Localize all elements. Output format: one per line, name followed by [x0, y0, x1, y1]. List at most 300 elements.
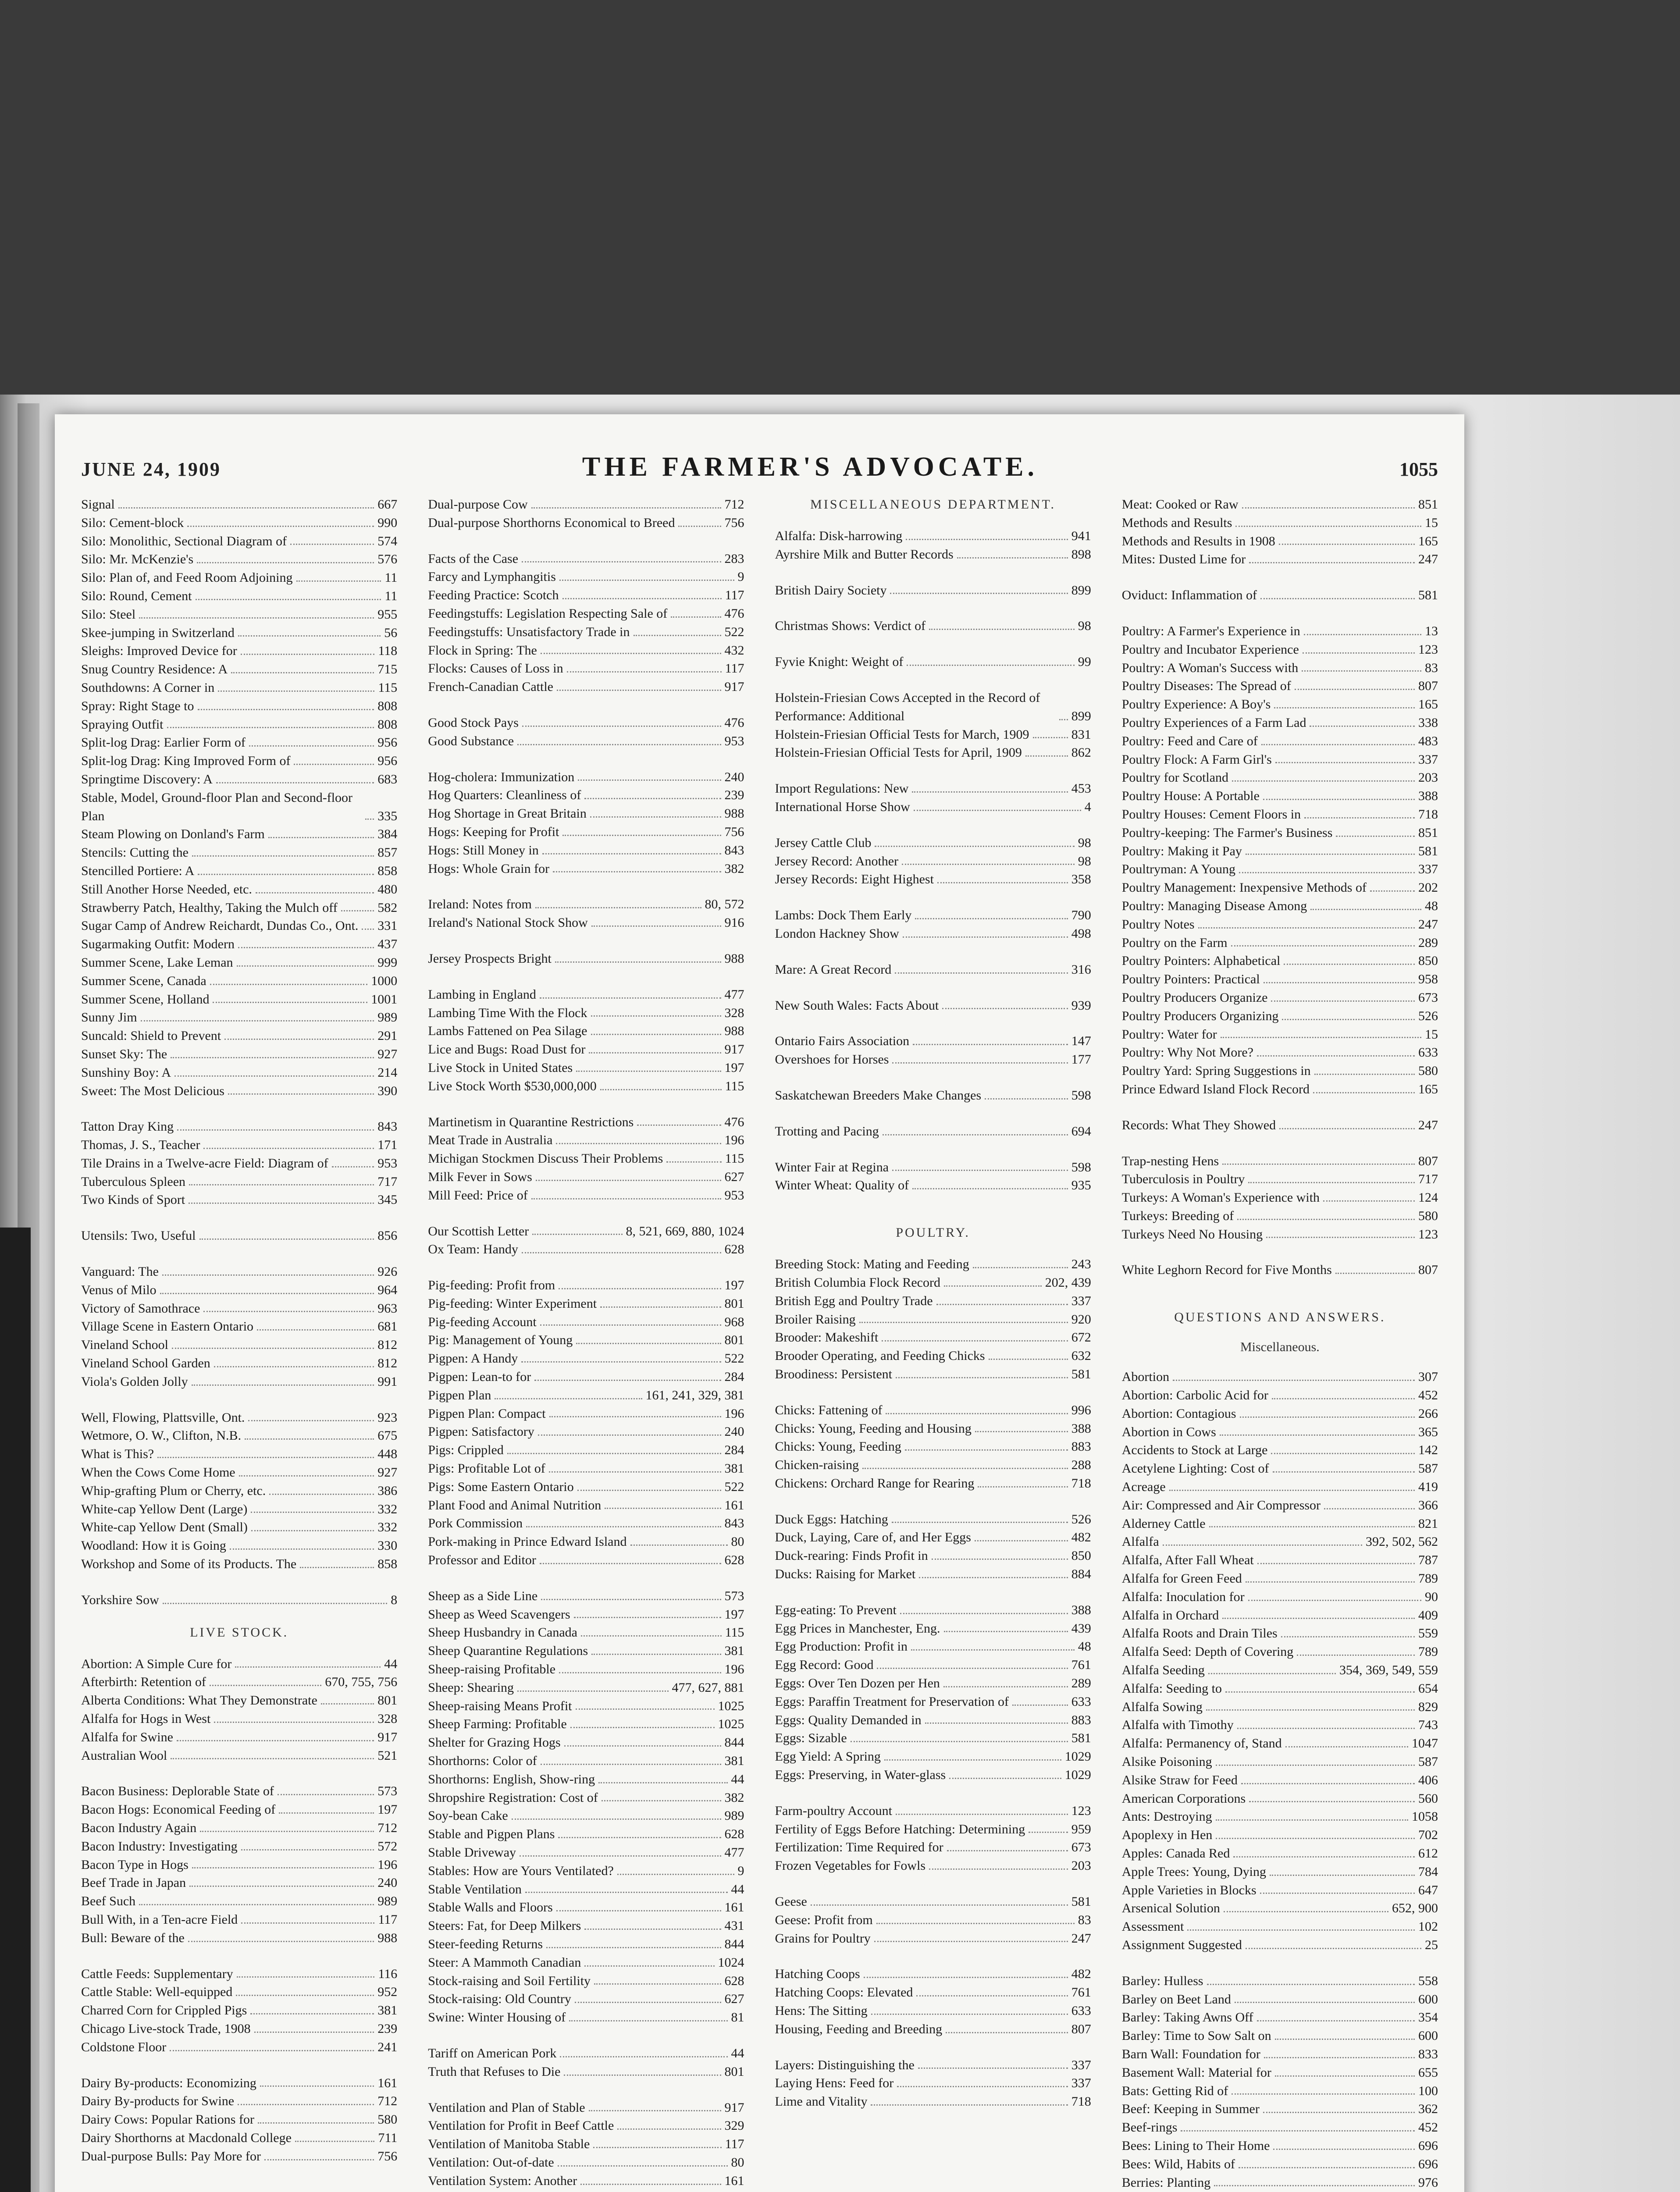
entry-spacer: [775, 671, 1091, 689]
dot-leader: [521, 1361, 721, 1363]
entry-topic: Prince Edward Island Flock Record: [1121, 1082, 1310, 1096]
entry-topic: Stock-raising and Soil Fertility: [428, 1973, 591, 1988]
index-entry: [775, 1510, 1091, 1529]
entry-topic: Berries: Planting: [1121, 2175, 1211, 2190]
entry-page-number: 476: [724, 606, 744, 621]
entry-topic: White-cap Yellow Dent (Large): [81, 1502, 248, 1516]
entry-page-number: 98: [1078, 619, 1091, 633]
entry-topic: Alsike Straw for Feed: [1121, 1772, 1238, 1787]
entry-page-number: 926: [377, 1264, 398, 1279]
dot-leader: [1264, 2057, 1415, 2058]
entry-topic: Flock in Spring: The: [428, 643, 537, 658]
section-subtitle-miscellaneous: Miscellaneous.: [1240, 1340, 1320, 1355]
index-entry: [81, 1191, 397, 1209]
entry-topic: Alsike Poisoning: [1121, 1754, 1212, 1769]
entry-page-number: 989: [377, 1010, 398, 1025]
entry-topic: Poultry for Scotland: [1121, 770, 1229, 785]
dot-leader: [944, 1285, 1042, 1287]
entry-page-number: 161: [724, 1498, 744, 1512]
entry-page-number: 284: [724, 1370, 744, 1384]
index-entry: [81, 972, 397, 990]
entry-topic: Lambing in England: [428, 987, 536, 1002]
entry-topic: Poultry Pointers: Practical: [1121, 972, 1260, 987]
index-entry: [428, 1715, 744, 1733]
index-entry: [81, 935, 397, 954]
entry-page-number: 883: [1071, 1439, 1091, 1454]
entry-page-number: 123: [1418, 642, 1438, 657]
entry-topic: Broodiness: Persistent: [775, 1366, 892, 1381]
entry-topic: Alfalfa: Permanency of, Stand: [1121, 1736, 1282, 1751]
entry-page-number: 1001: [371, 992, 398, 1007]
dot-leader: [911, 1649, 1075, 1651]
entry-page-number: 117: [725, 661, 744, 676]
dot-leader: [218, 690, 374, 692]
index-entry: [775, 689, 1091, 726]
dot-leader: [602, 1800, 721, 1801]
entry-page-number: 576: [377, 552, 398, 567]
dot-leader: [1206, 1709, 1415, 1711]
entry-page-number: 573: [377, 1784, 398, 1799]
entry-topic: Assignment Suggested: [1121, 1937, 1242, 1952]
dot-leader: [1261, 744, 1415, 745]
entry-page-number: 98: [1078, 835, 1091, 850]
dot-leader: [943, 1686, 1068, 1687]
entry-topic: Two Kinds of Sport: [81, 1192, 185, 1207]
index-entry: [428, 641, 744, 660]
entry-page-number: 171: [377, 1138, 398, 1153]
index-entry: [1122, 1496, 1438, 1515]
dot-leader: [559, 1672, 721, 1673]
entry-topic: Hatching Coops: [775, 1967, 860, 1982]
dot-leader: [576, 1343, 721, 1344]
dot-leader: [584, 1929, 721, 1930]
index-entry: [775, 1401, 1091, 1420]
entry-topic: Sweet: The Most Delicious: [81, 1083, 224, 1098]
index-entry: [428, 1697, 744, 1715]
entry-page-number: 718: [1071, 1476, 1091, 1491]
dot-leader: [198, 874, 374, 875]
index-entry: [775, 1086, 1091, 1105]
entry-topic: Dairy Shorthorns at Macdonald College: [81, 2130, 292, 2145]
entry-page-number: 214: [377, 1065, 398, 1080]
entry-page-number: 917: [724, 2100, 744, 2115]
entries-list: [1122, 495, 1438, 1279]
entry-page-number: 522: [724, 1479, 744, 1494]
entry-topic: Apple Trees: Young, Dying: [1121, 1864, 1266, 1879]
entry-page-number: 988: [724, 806, 744, 821]
dot-leader: [978, 1486, 1068, 1487]
issue-date: JUNE 24, 1909: [81, 459, 221, 480]
dot-leader: [495, 1398, 642, 1399]
entry-topic: Alfalfa Seeding: [1121, 1663, 1205, 1678]
section-title-miscellaneous: MISCELLANEOUS DEPARTMENT.: [810, 497, 1056, 512]
entry-topic: Laying Hens: Feed for: [775, 2076, 894, 2091]
entry-page-number: 381: [724, 1644, 744, 1658]
dot-leader: [1304, 634, 1421, 635]
index-entry: [775, 798, 1091, 816]
entry-page-number: 675: [377, 1428, 398, 1443]
entry-topic: New South Wales: Facts About: [775, 998, 939, 1013]
entry-spacer: [775, 762, 1091, 779]
dot-leader: [192, 855, 374, 857]
dot-leader: [210, 1685, 321, 1686]
index-entry: [428, 1295, 744, 1313]
index-entry: [1122, 1025, 1438, 1044]
dot-leader: [559, 1288, 721, 1289]
index-entry: [1122, 805, 1438, 824]
index-entry: [1122, 1043, 1438, 1062]
entry-topic: Sugarmaking Outfit: Modern: [81, 937, 235, 952]
dot-leader: [949, 1778, 1061, 1779]
entry-page-number: 117: [725, 2137, 744, 2152]
index-entry: [775, 1693, 1091, 1711]
entry-page-number: 409: [1418, 1608, 1438, 1623]
index-entry: [775, 1565, 1091, 1584]
dot-leader: [906, 539, 1068, 540]
index-entry: [775, 617, 1091, 635]
index-entry: [428, 1752, 744, 1770]
dot-leader: [118, 507, 374, 509]
index-entry: [1122, 659, 1438, 677]
entry-topic: Mare: A Great Record: [775, 962, 892, 977]
entry-topic: Ontario Fairs Association: [775, 1034, 910, 1049]
dot-leader: [944, 1631, 1068, 1632]
entry-topic: Sheep as Weed Scavengers: [428, 1607, 570, 1622]
entry-page-number: 694: [1071, 1124, 1091, 1139]
entry-page-number: 291: [377, 1028, 398, 1043]
index-entry: [81, 1027, 397, 1045]
entry-page-number: 482: [1071, 1530, 1091, 1545]
dot-leader: [876, 1923, 1075, 1924]
entry-page-number: 812: [377, 1356, 398, 1371]
index-entry: [428, 2044, 744, 2063]
entry-page-number: 354: [1418, 2010, 1438, 2025]
entry-page-number: 801: [377, 1693, 398, 1708]
entry-page-number: 756: [377, 2149, 398, 2164]
entry-topic: Egg Production: Profit in: [775, 1639, 908, 1654]
index-entry: [1122, 1080, 1438, 1099]
dot-leader: [1249, 1801, 1415, 1802]
index-entry: [775, 2074, 1091, 2092]
dot-leader: [171, 1057, 374, 1058]
entry-page-number: 332: [377, 1520, 398, 1535]
dot-leader: [1239, 2167, 1415, 2168]
entry-page-number: 332: [377, 1502, 398, 1516]
index-entry: [775, 527, 1091, 545]
entry-spacer: [775, 1875, 1091, 1893]
entry-topic: Cattle Feeds: Supplementary: [81, 1966, 233, 1981]
index-entry: [428, 2153, 744, 2172]
index-entry: [775, 1656, 1091, 1674]
dot-leader: [532, 1234, 622, 1235]
entry-page-number: 627: [724, 1169, 744, 1184]
entry-topic: Swine: Winter Housing of: [428, 2010, 566, 2025]
entry-topic: Trotting and Pacing: [775, 1124, 879, 1139]
dot-leader: [575, 2002, 721, 2003]
index-entry: [428, 1660, 744, 1679]
dot-leader: [558, 1837, 721, 1838]
index-column-3: [775, 495, 1091, 2192]
entry-topic: Village Scene in Eastern Ontario: [81, 1319, 254, 1334]
entry-topic: Stable Ventilation: [428, 1882, 522, 1897]
index-entry: [775, 1420, 1091, 1438]
index-entry: [1122, 1826, 1438, 1844]
entry-spacer: [775, 1014, 1091, 1032]
entry-topic: Grains for Poultry: [775, 1931, 871, 1946]
dot-leader: [1302, 670, 1421, 672]
entry-topic: [428, 2190, 685, 2192]
publication-title: THE FARMER'S ADVOCATE.: [582, 452, 1039, 482]
entry-topic: Apple Varieties in Blocks: [1121, 1882, 1256, 1897]
entries-list: [775, 527, 1091, 1195]
dot-leader: [239, 1475, 374, 1477]
index-entry: [81, 1801, 397, 1819]
entry-topic: Alfalfa: Seeding to: [1121, 1681, 1222, 1696]
index-entry: [428, 1022, 744, 1040]
index-entry: [1122, 1643, 1438, 1661]
index-entry: [1122, 1007, 1438, 1025]
index-entry: [775, 2092, 1091, 2111]
dot-leader: [556, 1143, 721, 1144]
entry-page-number: 633: [1071, 2003, 1091, 2018]
index-entry: [1122, 2174, 1438, 2192]
index-entry: [81, 843, 397, 862]
dot-leader: [1304, 817, 1415, 818]
index-entry: [81, 789, 397, 826]
entry-page-number: 628: [724, 1973, 744, 1988]
dot-leader: [896, 1814, 1068, 1815]
dot-leader: [189, 1886, 374, 1887]
document-page: [55, 414, 1464, 2192]
index-entry: [428, 495, 744, 514]
entry-topic: Ants: Destroying: [1121, 1809, 1212, 1824]
dot-leader: [517, 1690, 668, 1692]
entry-topic: Victory of Samothrace: [81, 1301, 200, 1316]
entry-topic: Saskatchewan Breeders Make Changes: [775, 1088, 982, 1103]
dot-leader: [248, 1420, 374, 1421]
index-entry: [428, 1405, 744, 1423]
entry-topic: Stock-raising: Old Country: [428, 1992, 571, 2007]
entry-page-number: 100: [1418, 2083, 1438, 2098]
entry-topic: Jersey Record: Another: [775, 854, 899, 868]
entry-page-number: 480: [377, 882, 398, 897]
dot-leader: [1033, 737, 1068, 738]
dot-leader: [251, 1530, 374, 1531]
index-entry: [1122, 1386, 1438, 1405]
entry-page-number: 362: [1418, 2102, 1438, 2117]
entry-spacer: [81, 1573, 397, 1591]
dot-leader: [892, 1522, 1068, 1523]
entry-topic: Breeding Stock: Mating and Feeding: [775, 1257, 969, 1272]
index-entry: [81, 1136, 397, 1154]
index-entry: [81, 697, 397, 715]
dot-leader: [541, 1599, 721, 1600]
page-header: [81, 452, 1438, 491]
dot-leader: [1232, 2093, 1415, 2095]
entry-page-number: [725, 2190, 744, 2192]
entry-topic: Alfalfa: Inoculation for: [1121, 1589, 1245, 1604]
entry-topic: Silo: Plan of, and Feed Room Adjoining: [81, 570, 293, 585]
index-entry: [1122, 695, 1438, 714]
dot-leader: [884, 1759, 1061, 1761]
entry-page-number: 381: [377, 2003, 398, 2018]
dot-leader: [581, 1635, 722, 1637]
index-entry: [1122, 714, 1438, 732]
index-entry: [428, 568, 744, 586]
index-entry: [428, 1113, 744, 1132]
entry-topic: Apoplexy in Hen: [1121, 1828, 1213, 1843]
entry-page-number: 715: [377, 662, 398, 677]
dot-leader: [224, 1039, 374, 1040]
entry-page-number: 581: [1071, 1366, 1091, 1381]
entry-topic: Pigpen Plan: Compact: [428, 1406, 546, 1421]
index-entry: [775, 1802, 1091, 1820]
entries-list: [428, 495, 744, 2192]
entry-topic: Pigpen Plan: [428, 1388, 491, 1402]
index-entry: [775, 1438, 1091, 1456]
dot-leader: [591, 1034, 721, 1035]
dot-leader: [141, 1020, 374, 1021]
entry-topic: Poultry Flock: A Farm Girl's: [1121, 752, 1272, 767]
entry-topic: Bacon Type in Hogs: [81, 1857, 189, 1872]
index-entry: [775, 1747, 1091, 1766]
index-entry: [81, 954, 397, 972]
dot-leader: [560, 2056, 727, 2057]
entry-topic: Well, Flowing, Plattsville, Ont.: [81, 1410, 245, 1425]
entry-page-number: 115: [378, 680, 398, 695]
entry-page-number: 718: [1071, 2094, 1091, 2109]
entry-page-number: 335: [377, 808, 398, 823]
dot-leader: [600, 1306, 721, 1308]
index-entry: [775, 1547, 1091, 1565]
entry-page-number: 448: [377, 1447, 398, 1462]
entry-topic: Holstein-Friesian Cows Accepted in the Record of Performance: Additional: [775, 690, 1040, 723]
section-title-poultry: POULTRY.: [896, 1225, 970, 1240]
entry-topic: Mites: Dusted Lime for: [1121, 552, 1246, 567]
entry-topic: Sunny Jim: [81, 1010, 137, 1025]
index-entry: [428, 1459, 744, 1478]
index-entry: [81, 1856, 397, 1874]
entry-page-number: 628: [724, 1827, 744, 1842]
entry-topic: Abortion: Carbolic Acid for: [1121, 1388, 1268, 1403]
entry-page-number: 382: [724, 861, 744, 876]
dot-leader: [975, 1540, 1068, 1541]
entry-topic: Alfalfa: Disk-harrowing: [775, 529, 903, 543]
index-entry: [428, 1972, 744, 1990]
entry-page-number: 44: [731, 1772, 744, 1786]
dot-leader: [250, 2013, 374, 2014]
dot-leader: [584, 1965, 714, 1967]
index-entry: [1122, 1936, 1438, 1954]
dot-leader: [522, 726, 721, 727]
index-entry: [428, 714, 744, 732]
entry-page-number: 381: [724, 1754, 744, 1769]
index-entry: [81, 1518, 397, 1537]
entry-page-number: 124: [1418, 1190, 1438, 1205]
index-entry: [775, 1637, 1091, 1656]
dot-leader: [1222, 1164, 1415, 1165]
index-entry: [1122, 550, 1438, 569]
entry-topic: Bull With, in a Ten-acre Field: [81, 1912, 238, 1927]
entry-topic: Soy-bean Cake: [428, 1808, 508, 1823]
entry-page-number: 382: [724, 1790, 744, 1805]
dot-leader: [542, 853, 721, 854]
index-entry: [1122, 732, 1438, 751]
entry-page-number: 1029: [1064, 1749, 1091, 1764]
index-entry: [1122, 2064, 1438, 2082]
entry-page-number: 968: [724, 1314, 744, 1329]
entry-topic: Sheep Quarantine Regulations: [428, 1644, 588, 1658]
entry-page-number: 844: [724, 1936, 744, 1951]
dot-leader: [139, 1904, 374, 1905]
entry-page-number: 247: [1418, 552, 1438, 567]
entry-page-number: 756: [724, 824, 744, 839]
entry-page-number: 8, 521, 669, 880, 1024: [626, 1224, 744, 1238]
entry-topic: Hogs: Whole Grain for: [428, 861, 550, 876]
index-entry: [428, 1954, 744, 1972]
entry-page-number: 1000: [371, 973, 398, 988]
index-entry: [1122, 677, 1438, 695]
entry-page-number: 999: [377, 955, 398, 970]
index-entry: [775, 545, 1091, 564]
index-entry: [1122, 1753, 1438, 1771]
entry-topic: Shropshire Registration: Cost of: [428, 1790, 598, 1805]
index-entry: [81, 1965, 397, 1983]
entry-topic: Poultry Diseases: The Spread of: [1121, 679, 1291, 694]
index-entry: [428, 1862, 744, 1880]
entry-topic: Steer-feeding Returns: [428, 1936, 543, 1951]
dot-leader: [1249, 562, 1415, 563]
dot-leader: [903, 936, 1068, 938]
entry-page-number: 989: [724, 1808, 744, 1823]
dot-leader: [160, 1293, 374, 1294]
entry-spacer: [1122, 605, 1438, 622]
index-entry: [1122, 934, 1438, 952]
entry-topic: When the Cows Come Home: [81, 1465, 235, 1480]
index-entry: [775, 1965, 1091, 1983]
entry-page-number: 289: [1071, 1676, 1091, 1691]
dot-leader: [1232, 780, 1415, 782]
dot-leader: [1263, 799, 1415, 800]
entry-page-number: 821: [1418, 1516, 1438, 1531]
entry-page-number: 988: [724, 1024, 744, 1039]
index-entry: [428, 1514, 744, 1533]
dot-leader: [365, 818, 374, 820]
entry-spacer: [428, 532, 744, 550]
index-entry: [81, 1427, 397, 1445]
entry-page-number: 923: [377, 1410, 398, 1425]
dot-leader: [553, 871, 721, 872]
dot-leader: [946, 2032, 1068, 2033]
dot-leader: [163, 1603, 387, 1604]
index-entry: [1122, 769, 1438, 787]
dot-leader: [235, 1666, 381, 1668]
entry-page-number: 789: [1418, 1644, 1438, 1659]
index-entry: [1122, 915, 1438, 934]
dot-leader: [269, 1494, 374, 1495]
entry-topic: Whip-grafting Plum or Cherry, etc.: [81, 1483, 266, 1498]
entry-spacer: [775, 1493, 1091, 1510]
entry-page-number: 90: [1425, 1589, 1438, 1604]
entry-spacer: [81, 1947, 397, 1965]
entry-spacer: [428, 932, 744, 950]
entry-topic: Ireland: Notes from: [428, 897, 532, 912]
entry-page-number: 808: [377, 698, 398, 713]
entry-spacer: [775, 889, 1091, 906]
index-entry: [428, 1222, 744, 1241]
entry-page-number: 801: [724, 1333, 744, 1348]
entry-page-number: 115: [725, 1151, 744, 1166]
